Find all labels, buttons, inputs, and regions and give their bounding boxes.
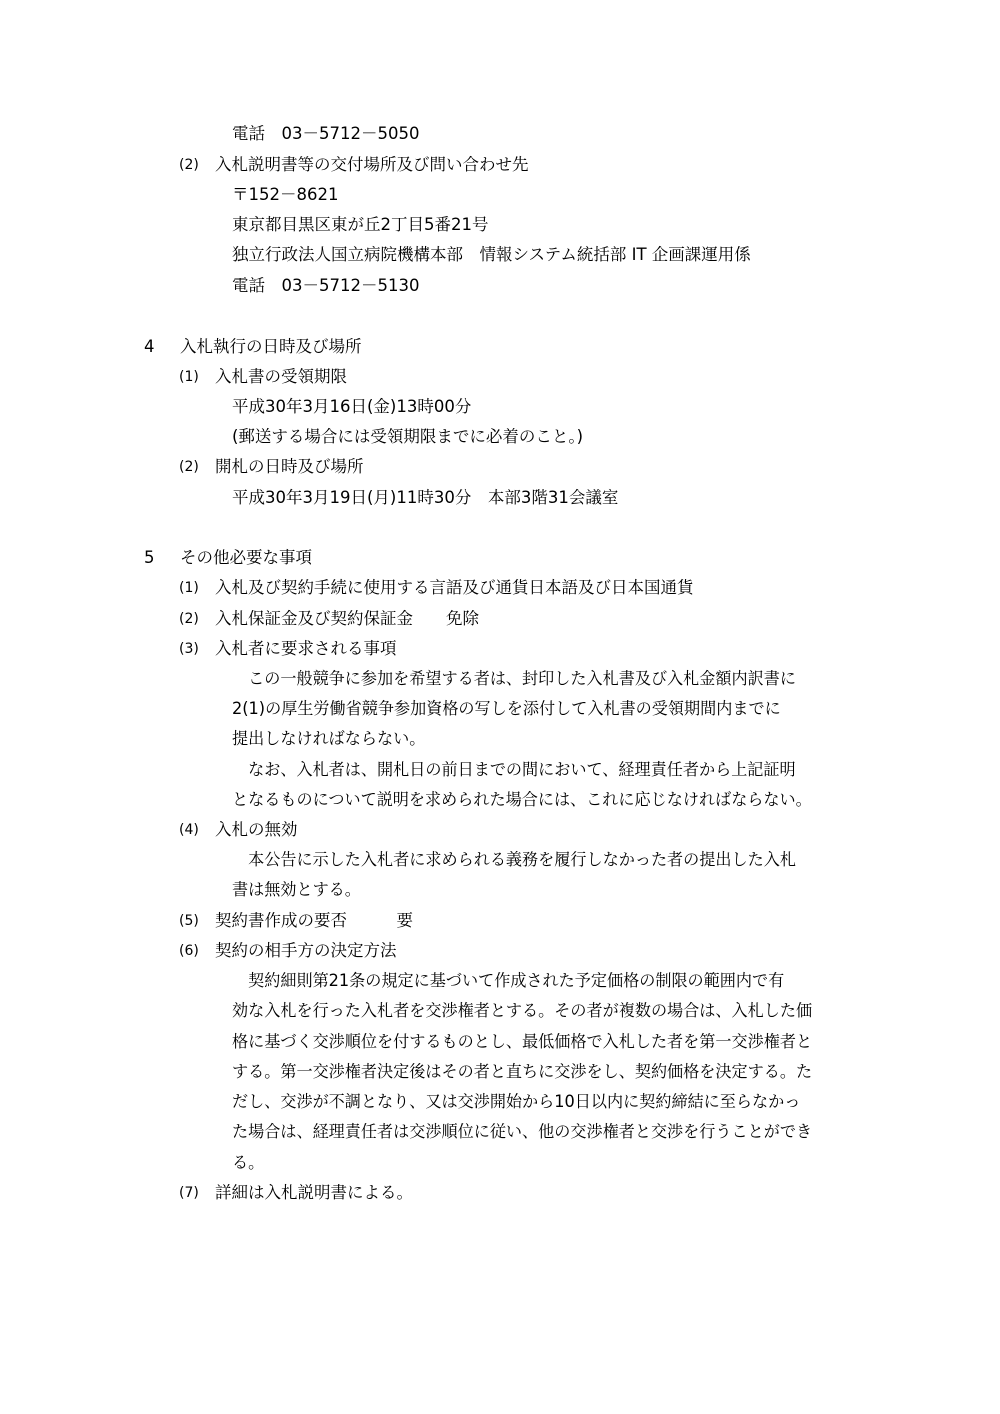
bid-deadline: 平成30年3月16日(金)13時00分	[232, 397, 472, 416]
item-5-6-line: る。	[232, 1153, 265, 1172]
item-5-3-number: (3)	[179, 641, 199, 657]
section-4-number: 4	[144, 337, 155, 356]
item-5-6-line: た場合は、経理責任者は交渉順位に従い、他の交渉権者と交渉を行うことができ	[232, 1122, 813, 1141]
item-5-4-title: 入札の無効	[215, 820, 298, 839]
item-5-6-title: 契約の相手方の決定方法	[215, 941, 397, 960]
mail-note: (郵送する場合には受領期限までに必着のこと。)	[232, 427, 584, 446]
item-5-1-title: 入札及び契約手続に使用する言語及び通貨日本語及び日本国通貨	[215, 578, 694, 597]
item-5-3-line: この一般競争に参加を希望する者は、封印した入札書及び入札金額内訳書に	[232, 669, 796, 688]
item-5-3-line: となるものについて説明を求められた場合には、これに応じなければならない。	[232, 790, 812, 809]
item-4-1-title: 入札書の受領期限	[215, 367, 347, 386]
item-5-6-line: だし、交渉が不調となり、又は交渉開始から10日以内に契約締結に至らなかっ	[232, 1092, 801, 1111]
item-5-3-line: 2(1)の厚生労働省競争参加資格の写しを添付して入札書の受領期間内までに	[232, 699, 781, 718]
item-5-4-line: 書は無効とする。	[232, 880, 361, 899]
item-5-5-number: (5)	[179, 913, 199, 929]
item-5-2-title: 入札保証金及び契約保証金 免除	[215, 609, 479, 628]
item-4-1-number: (1)	[179, 369, 199, 385]
item-5-3-title: 入札者に要求される事項	[215, 639, 397, 658]
item-5-4-line: 本公告に示した入札者に求められる義務を履行しなかった者の提出した入札	[232, 850, 796, 869]
opening-date-place: 平成30年3月19日(月)11時30分 本部3階31会議室	[232, 488, 619, 507]
item-5-1-number: (1)	[179, 580, 199, 596]
address: 東京都目黒区東が丘2丁目5番21号	[232, 215, 489, 234]
item-5-5-title: 契約書作成の要否 要	[215, 911, 413, 930]
section-5-number: 5	[144, 548, 155, 567]
item-3-2-number: (2)	[179, 157, 199, 173]
item-5-4-number: (4)	[179, 822, 199, 838]
item-5-2-number: (2)	[179, 611, 199, 627]
item-5-6-line: する。第一交渉権者決定後はその者と直ちに交渉をし、契約価格を決定する。た	[232, 1062, 813, 1081]
contact-phone: 電話 03－5712－5130	[232, 276, 420, 295]
item-5-3-line: なお、入札者は、開札日の前日までの間において、経理責任者から上記証明	[232, 760, 796, 779]
section-4-title: 入札執行の日時及び場所	[180, 337, 362, 356]
item-5-3-line: 提出しなければならない。	[232, 729, 426, 748]
item-5-6-number: (6)	[179, 943, 199, 959]
item-5-6-line: 格に基づく交渉順位を付するものとし、最低価格で入札した者を第一交渉権者と	[232, 1032, 813, 1051]
organization: 独立行政法人国立病院機構本部 情報システム統括部 IT 企画課運用係	[232, 245, 751, 264]
item-5-7-title: 詳細は入札説明書による。	[215, 1183, 413, 1202]
section-5-title: その他必要な事項	[180, 548, 312, 567]
item-4-2-number: (2)	[179, 459, 199, 475]
item-4-2-title: 開札の日時及び場所	[215, 457, 364, 476]
top-phone: 電話 03－5712－5050	[232, 124, 420, 143]
item-5-6-line: 効な入札を行った入札者を交渉権者とする。その者が複数の場合は、入札した価	[232, 1001, 813, 1020]
item-3-2-title: 入札説明書等の交付場所及び問い合わせ先	[215, 155, 529, 174]
item-5-6-line: 契約細則第21条の規定に基づいて作成された予定価格の制限の範囲内で有	[232, 971, 785, 990]
postal-code: 〒152－8621	[232, 185, 339, 204]
item-5-7-number: (7)	[179, 1185, 199, 1201]
